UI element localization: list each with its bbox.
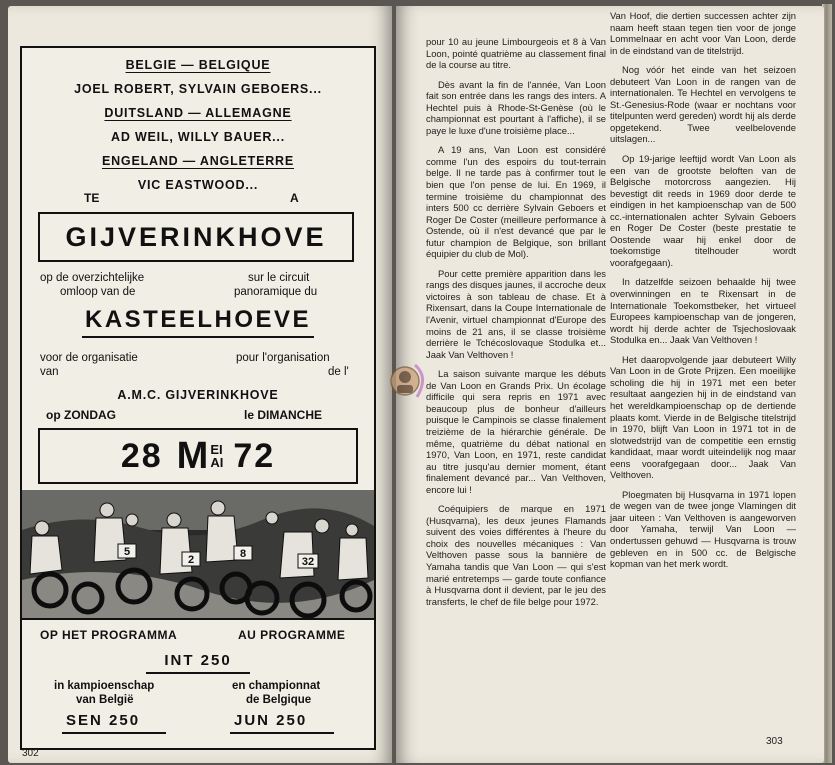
date-ei: EI xyxy=(210,442,223,457)
date-day: 28 xyxy=(120,436,163,475)
day-fr: le DIMANCHE xyxy=(244,408,323,422)
fr-paragraph-3: A 19 ans, Van Loon est considéré comme l'un des espoirs du tout-terrain belge. Il ne tarde pas à confirmer tout le bien que l'on pense de lui. En 1969, il termine troisième du championnat des inters 500 cc derrière Sylvain Geboers et Roger De Coster (meilleure performance à Ostende, où il n'est devancé que par le futur champion de Belgique, son brillant équipier du club de Mol). xyxy=(426,144,606,260)
fr-paragraph-5: La saison suivante marque les débuts de Van Loon en Grands Prix. Un écolage difficile qui sera repris en 1971 avec beaucoup plus de bonheur d'ailleurs puisque le Campinois se classe finalement treizième de la hiérarchie générale. De même, quatrième du débat national en 1970, Van Loon, en 1971, reste candidat au titre jusqu'au dernier moment, étant finalement devancé par... Van Velthoven, encore lui ! xyxy=(426,368,606,495)
te-label: TE xyxy=(84,191,100,205)
nl-paragraph-3: Op 19-jarige leeftijd wordt Van Loon als een van de grootste beloften van de Belgische motorcross aangezien. Hij bevestigt dit reeds in 1969 door derde te eindigen in het kampioenschap van de 500 cc.-internationalen achter Sylvain Geboers en Roger De Coster (beste prestatie te Oostende waar hij enkel door de toekomstige titelhouder wordt voorafgegaan). xyxy=(610,153,796,268)
circuit-nl-2: omloop van de xyxy=(60,286,136,298)
venue-underline xyxy=(82,336,314,338)
champ-nl-1: in kampioenschap xyxy=(54,680,155,692)
date-box xyxy=(38,428,358,484)
motocross-riders-image xyxy=(22,490,374,618)
fr-paragraph-4: Pour cette première apparition dans les rangs des disques jaunes, il accroche deux victoires à son tableau de chase. Et à Rixensart, dans la Coupe Internationale de l'Avenir, virtuel championnat d'Europe des moins de 21 ans, il se classe troisième derrière le Tchécoslovaque Stodulka et... Jaak Van Velthoven ! xyxy=(426,267,606,360)
class-sen-250: SEN 250 xyxy=(66,712,141,729)
fr-paragraph-6: Coéquipiers de marque en 1971 (Husqvarna), les deux jeunes Flamands suivent des voies différentes à l'heure du choix des nouvelles mécaniques : Van Velthoven passe sous la bannière de Yamaha tandis que Van Loon — qui s'est marié entretemps — garde toute confiance à Husqvarna dont il devient, par le jeu des transferts, le chef de file belge pour 1972. xyxy=(426,503,606,607)
circuit-fr-1: sur le circuit xyxy=(248,272,310,284)
photo-number-3: 8 xyxy=(239,548,247,560)
date-month-letter: M xyxy=(176,434,209,477)
fr-paragraph-2: Dès avant la fin de l'année, Van Loon fait son entrée dans les rangs des inters. A Hechtel puis à Rhode-St-Genèse (où le championnat est pourtant à l'affiche), il se paye le luxe d'une troisième place... xyxy=(426,78,606,136)
photo-number-1: 5 xyxy=(123,546,131,558)
country-germany: DUITSLAND — ALLEMAGNE xyxy=(104,106,292,120)
day-nl: op ZONDAG xyxy=(46,408,116,422)
nl-paragraph-6: Ploegmaten bij Husqvarna in 1971 lopen de wegen van de twee jonge Vlamingen dit jaar uiteen : Van Velthoven is aangeworven door Yamaha, terwijl Van Loon — ondertussen gehuwd — Husqvarna is trouw gebleven en in 500 cc. de Belgische kopman van het merk wordt. xyxy=(610,488,796,570)
org-nl-2: van xyxy=(40,366,59,378)
french-column xyxy=(426,36,606,615)
sen-underline xyxy=(62,732,166,734)
fr-paragraph-1: pour 10 au jeune Limbourgeois et 8 à Van Loon, pointé quatrième au classement final de la course au titre. xyxy=(426,36,606,71)
right-page xyxy=(396,6,824,763)
page-number-left: 302 xyxy=(22,748,39,759)
org-nl-1: voor de organisatie xyxy=(40,352,138,364)
riders-germany: AD WEIL, WILLY BAUER... xyxy=(111,130,285,144)
dutch-column xyxy=(610,10,796,578)
nl-paragraph-1: Van Hoof, die dertien successen achter zijn naam heeft staan tegen tien voor de jonge Lommelnaar en acht voor Van Loon, derde in de eindstand van de titelstrijd. xyxy=(610,10,796,56)
photo-number-4: 32 xyxy=(301,556,315,568)
org-fr-2: de l' xyxy=(328,366,349,378)
date-ai: AI xyxy=(210,455,224,470)
nl-paragraph-4: In datzelfde seizoen behaalde hij twee overwinningen en te Rixensart in de Internationale Toekomstbeker, het virtueel Europees kampioenschap van de jongeren, wordt hij derde achter de Tsjechoslovaak Stodulka en... Jaak Van Velthoven ! xyxy=(610,276,796,346)
champ-fr-1: en championnat xyxy=(232,680,321,692)
program-fr: AU PROGRAMME xyxy=(238,628,346,642)
left-page xyxy=(8,6,392,763)
nl-paragraph-5: Het daaropvolgende jaar debuteert Willy Van Loon in de Grote Prijzen. Een moeilijke scholing die hij in 1971 met een beter resultaat aangezien hij in de eindstand van het wereldkampioenschap op de dertiende plaats komt. Vierde in de Belgische titelstrijd in 1970, blijft Van Loon in 1971 tot in de slotwedstrijd van de competitie een ernstig kandidaat, maar wordt uiteindelijk nog maar eens voorafgegaan door... Jaak Van Velthoven. xyxy=(610,353,796,481)
advertisement xyxy=(20,46,376,750)
champ-nl-2: van België xyxy=(76,694,134,706)
a-label: A xyxy=(290,191,299,205)
country-england: ENGELAND — ANGLETERRE xyxy=(101,154,295,168)
org-fr-1: pour l'organisation xyxy=(236,352,330,364)
program-section xyxy=(22,618,374,750)
circuit-fr-2: panoramique du xyxy=(234,286,318,298)
page-number-right: 303 xyxy=(766,736,783,747)
riders-england: VIC EASTWOOD... xyxy=(137,178,259,192)
class-int-250: INT 250 xyxy=(164,652,232,669)
country-belgium: BELGIE — BELGIQUE xyxy=(125,58,271,72)
circuit-nl-1: op de overzichtelijke xyxy=(40,272,145,284)
photo-number-2: 2 xyxy=(187,554,195,566)
date-year: 72 xyxy=(233,436,276,475)
town-title: GIJVERINKHOVE xyxy=(38,212,354,262)
venue-title: KASTEELHOEVE xyxy=(84,306,312,333)
int-underline xyxy=(146,672,250,674)
champ-fr-2: de Belgique xyxy=(246,694,312,706)
watermark-logo-icon xyxy=(385,357,433,405)
class-jun-250: JUN 250 xyxy=(234,712,308,729)
club-name: A.M.C. GIJVERINKHOVE xyxy=(117,388,279,402)
motocross-photo xyxy=(22,490,374,618)
jun-underline xyxy=(230,732,334,734)
riders-belgium: JOEL ROBERT, SYLVAIN GEBOERS... xyxy=(74,82,322,96)
date-month-endings xyxy=(210,443,223,469)
nl-paragraph-2: Nog vóór het einde van het seizoen debuteert Van Loon in de rangen van de internationalen. Te Hechtel en vervolgens te St.-Genesius-Rode (waar er nochtans voor titelpunten werd gereden) wordt hij als derde opgetekend. Twee veelbelovende uitslagen... xyxy=(610,64,796,145)
program-nl: OP HET PROGRAMMA xyxy=(40,628,178,642)
